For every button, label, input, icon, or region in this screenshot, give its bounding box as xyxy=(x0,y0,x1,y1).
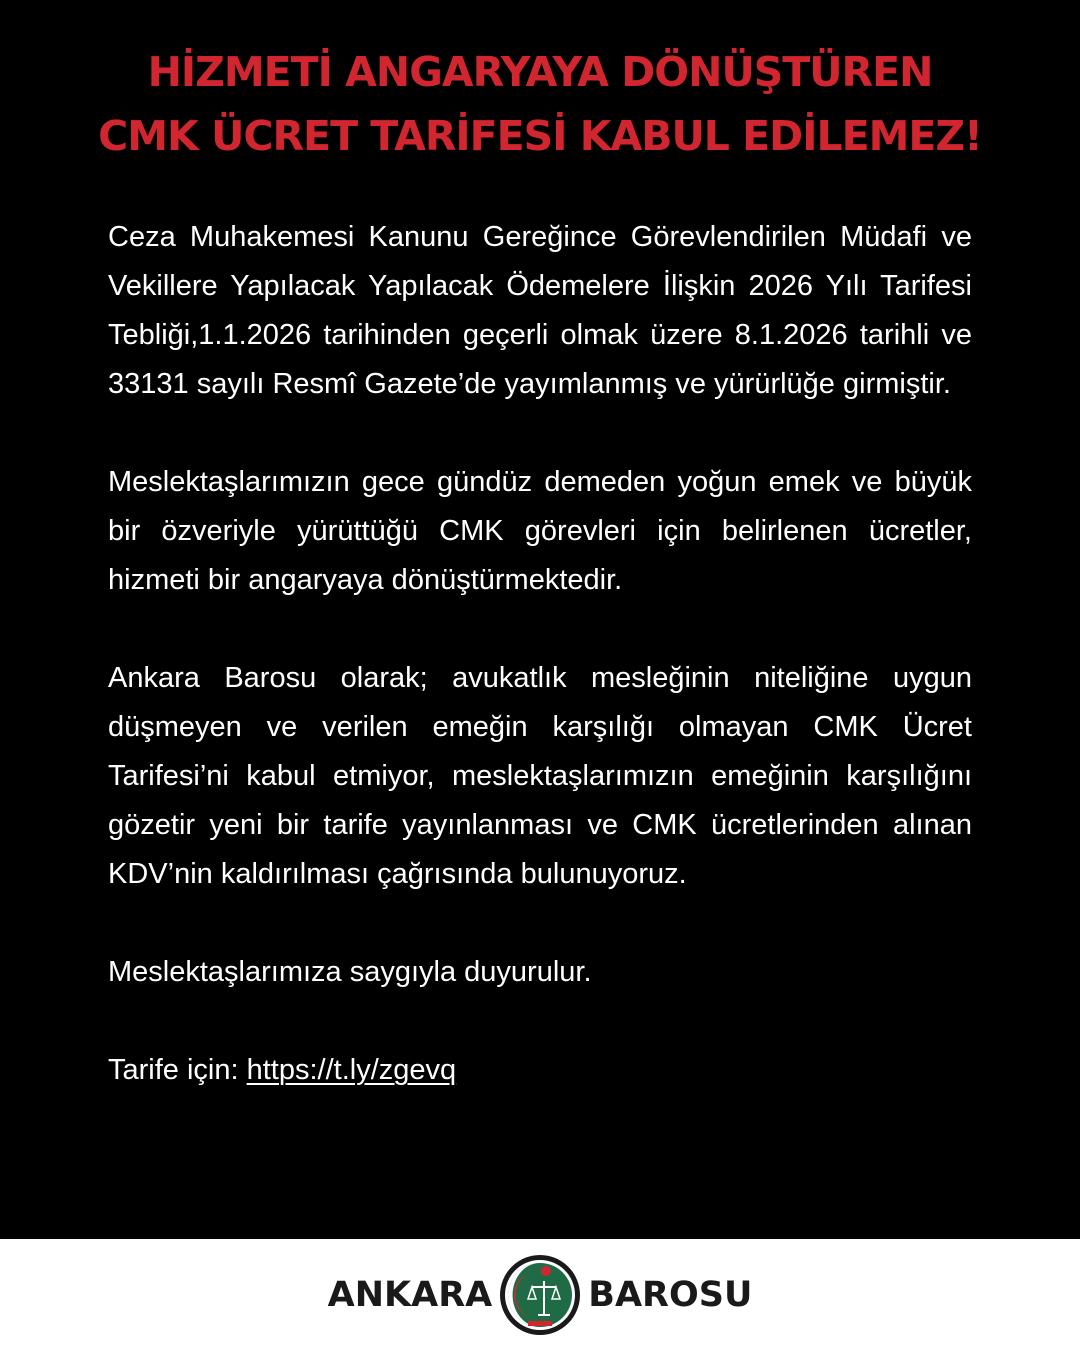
headline-line-2: CMK ÜCRET TARİFESİ KABUL EDİLEMEZ! xyxy=(98,112,982,160)
paragraph-demand: Ankara Barosu olarak; avukatlık mesleğinin niteliğine uygun düşmeyen ve verilen emeğin karşılığı olmayan CMK Ücret Tarifesi’ni kabul etmiyor, meslektaşlarımızın emeğinin karşılığını gözetir yeni bir tarife yayınlanması ve CMK ücretlerinden alınan KDV’nin kaldırılması çağrısında bulunuyoruz. xyxy=(108,662,972,890)
paragraph-closing: Meslektaşlarımıza saygıyla duyurulur. xyxy=(108,956,592,988)
headline xyxy=(60,40,1020,168)
ankara-bar-emblem-icon xyxy=(498,1253,582,1337)
tariff-link-label: Tarife için: xyxy=(108,1054,247,1086)
tariff-link[interactable]: https://t.ly/zgevq xyxy=(246,1054,457,1086)
tariff-link-line xyxy=(108,1046,972,1095)
announcement-body xyxy=(108,213,972,1095)
logo-word-barosu: BAROSU xyxy=(588,1274,753,1315)
logo-word-ankara: ANKARA xyxy=(327,1274,493,1315)
headline-line-1: HİZMETİ ANGARYAYA DÖNÜŞTÜREN xyxy=(147,48,933,96)
paragraph-workload: Meslektaşlarımızın gece gündüz demeden yoğun emek ve büyük bir özveriyle yürüttüğü CMK görevleri için belirlenen ücretler, hizmeti bir angaryaya dönüştürmektedir. xyxy=(108,466,972,596)
paragraph-tariff-notice: Ceza Muhakemesi Kanunu Gereğince Görevlendirilen Müdafi ve Vekillere Yapılacak Yapılacak Ödemelere İlişkin 2026 Yılı Tarifesi Tebliği,1.1.2026 tarihinden geçerli olmak üzere 8.1.2026 tarihli ve 33131 sayılı Resmî Gazete’de yayımlanmış ve yürürlüğe girmiştir. xyxy=(108,221,972,400)
footer-bar xyxy=(0,1239,1080,1350)
ankara-barosu-logo xyxy=(0,1239,1080,1350)
